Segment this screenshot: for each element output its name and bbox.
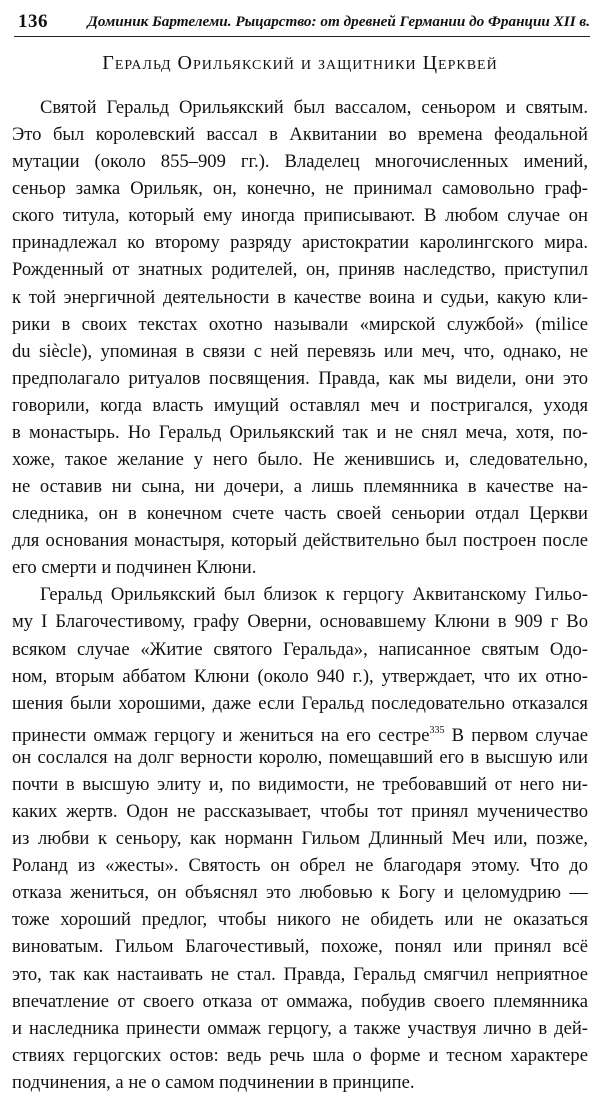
text-line: и наследника принести оммаж герцогу, а также участвуя лично в дей- xyxy=(12,1017,588,1039)
text-line: сеньор замка Орильяк, он, конечно, не принимал самовольно граф- xyxy=(12,178,588,200)
text-line: виноватым. Гильом Благочестивый, похоже, понял или принял всё xyxy=(12,936,588,958)
text-line: du siècle), упоминая в связи с ней перевязь или меч, что, однако, не xyxy=(12,340,588,362)
text-line: рики в своих текстах охотно называли «мирской службой» (milice xyxy=(12,313,588,335)
page-number: 136 xyxy=(18,11,48,32)
text-line: мутации (около 855–909 гг.). Владелец многочисленных имений, xyxy=(12,151,588,173)
text-line: его смерти и подчинен Клюни. xyxy=(12,557,257,579)
text-line: в монастырь. Но Геральд Орильякский так и не снял меча, хотя, по- xyxy=(12,421,588,443)
text-line: ном, вторым аббатом Клюни (около 940 г.), утверждает, что их отно- xyxy=(12,665,588,687)
text-segment: принести оммаж герцогу и жениться на его сестре xyxy=(12,724,430,746)
text-line: Геральд Орильякский был близок к герцогу Аквитанскому Гильо- xyxy=(40,584,588,606)
text-line: отказа жениться, он объяснял это любовью к Богу и целомудрию — xyxy=(12,882,588,904)
chapter-title: Геральд Орильякский и защитники Церквей xyxy=(102,52,498,74)
text-line: из любви к сеньору, как норманн Гильом Длинный Меч или, позже, xyxy=(12,828,588,850)
text-line: Святой Геральд Орильякский был вассалом, сеньором и святым. xyxy=(40,97,588,118)
text-line: не оставив ни сына, ни дочери, а лишь племянника в качестве на- xyxy=(12,476,588,498)
text-line: предполагало ритуалов посвящения. Правда, как мы видели, они это xyxy=(12,367,588,389)
running-title: Доминик Бартелеми. Рыцарство: от древней Германии до Франции XII в. xyxy=(87,13,590,30)
text-line: Роланд из «жесты». Святость он обрел не благодаря этому. Что до xyxy=(12,855,588,877)
text-line: впечатление от своего отказа от оммажа, побудив своего племянника xyxy=(12,990,588,1012)
text-line: му I Благочестивому, графу Оверни, основавшему Клюни в 909 г Во xyxy=(12,611,588,633)
page-header xyxy=(14,8,590,37)
text-line: шения были хорошими, даже если Геральд последовательно отказался xyxy=(12,692,588,714)
text-line: для основания монастыря, который действительно был построен после xyxy=(12,530,588,552)
text-segment: В первом случае xyxy=(451,724,589,746)
text-line: говорили, когда власть имущий оставлял меч и постригался, уходя xyxy=(12,394,588,416)
text-line: хоже, такое желание у него было. Не женившись и, следовательно, xyxy=(12,449,588,471)
text-line: Рожденный от знатных родителей, он, приняв наследство, приступил xyxy=(12,259,588,281)
text-line: Это был королевский вассал в Аквитании во времена феодальной xyxy=(12,124,588,146)
footnote-reference[interactable]: 335 xyxy=(429,724,445,736)
text-line: ствиях герцогских остов: ведь речь шла о форме и тесном характере xyxy=(12,1044,588,1066)
text-line: каких жертв. Одон не рассказывает, чтобы тот принял мученичество xyxy=(12,801,588,823)
body-text xyxy=(12,94,588,1096)
text-line: следника, он в конечном счете часть своей сеньории отдал Церкви xyxy=(12,503,588,525)
text-line: он сослался на долг верности королю, помещавший его в высшую или xyxy=(12,746,588,768)
text-line: ского титула, который ему иногда приписывают. В любом случае он xyxy=(12,205,588,227)
text-line: принадлежал ко второму разряду аристократии каролингского мира. xyxy=(12,232,588,254)
text-line: всяком случае «Житие святого Геральда», написанное святым Одо- xyxy=(12,638,588,660)
text-line: подчинения, а не о самом подчинении в принципе. xyxy=(12,1071,415,1093)
text-line-with-footnote xyxy=(12,717,588,744)
text-line: почти в высшую элиту и, по видимости, не требовавший от него ни- xyxy=(12,773,588,795)
text-line: к той энергичной деятельности в качестве воина и судьи, какую кли- xyxy=(12,286,588,308)
text-line: тоже хороший предлог, чтобы никого не обидеть или не оказаться xyxy=(12,909,588,931)
text-line: это, так как настаивать не стал. Правда, Геральд смягчил неприятное xyxy=(12,963,588,985)
